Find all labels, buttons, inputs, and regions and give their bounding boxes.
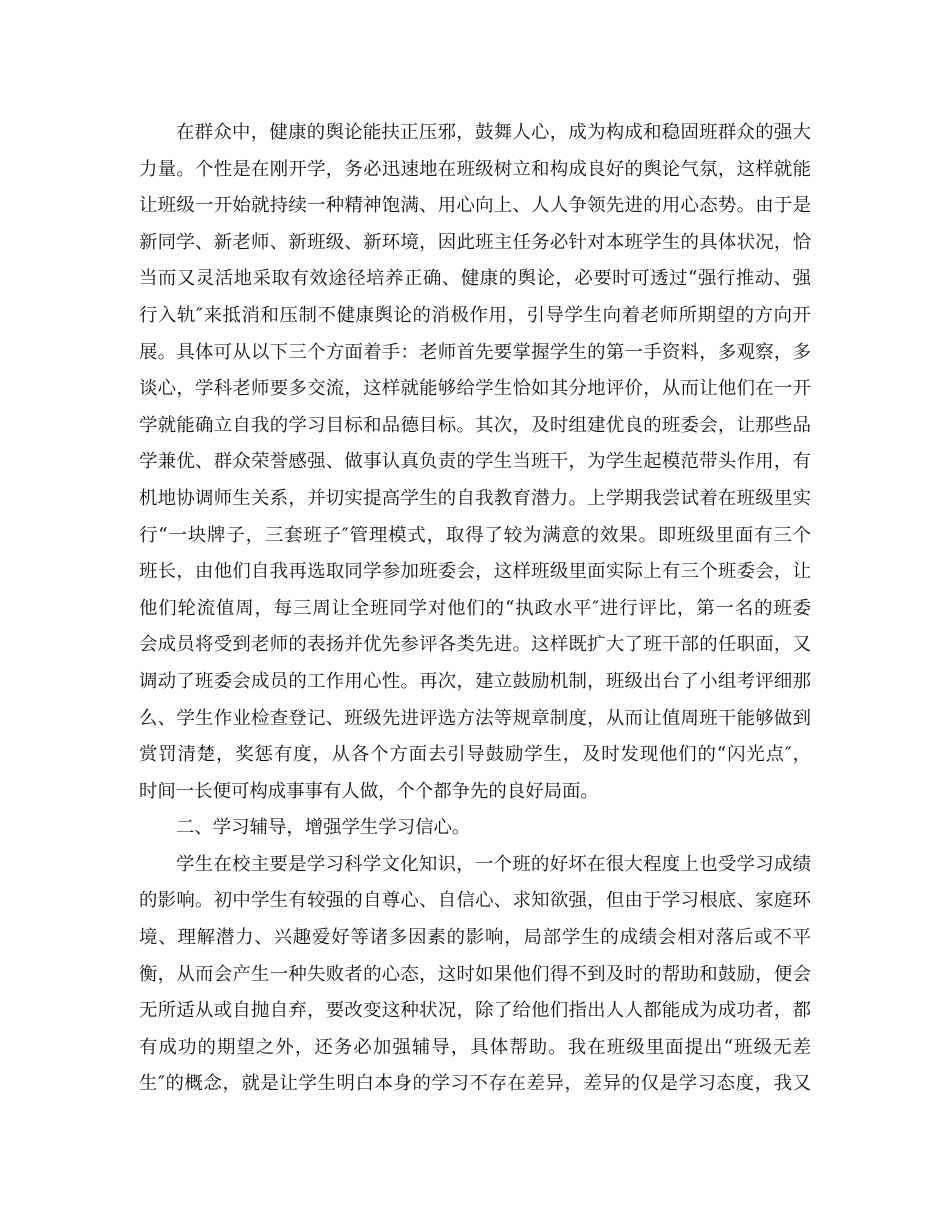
paragraph-line: 展。具体可从以下三个方面着手：老师首先要掌握学生的第一手资料，多观察，多 <box>139 341 811 363</box>
paragraph-line: 时间一长便可构成事事有人做，个个都争先的良好局面。 <box>139 780 599 802</box>
paragraph-line: 衡，从而会产生一种失败者的心态，这时如果他们得不到及时的帮助和鼓励，便会 <box>139 963 811 985</box>
paragraph-line: 学兼优、群众荣誉感强、做事认真负责的学生当班干，为学生起模范带头作用，有 <box>139 451 811 473</box>
paragraph-line: 班长，由他们自我再选取同学参加班委会，这样班级里面实际上有三个班委会，让 <box>139 561 811 583</box>
paragraph-line: 谈心，学科老师要多交流，这样就能够给学生恰如其分地评价，从而让他们在一开 <box>139 378 811 400</box>
paragraph-line: 力量。个性是在刚开学，务必迅速地在班级树立和构成良好的舆论气氛，这样就能 <box>139 158 811 180</box>
paragraph-line: 境、理解潜力、兴趣爱好等诸多因素的影响，局部学生的成绩会相对落后或不平 <box>139 927 811 949</box>
paragraph-line: 行入轨″来抵消和压制不健康舆论的消极作用，引导学生向着老师所期望的方向开 <box>139 304 811 326</box>
paragraph-line: 生″的概念，就是让学生明白本身的学习不存在差异，差异的仅是学习态度，我又 <box>139 1073 811 1095</box>
paragraph-line: 赏罚清楚，奖惩有度，从各个方面去引导鼓励学生，及时发现他们的“闪光点″， <box>139 744 811 766</box>
paragraph-line: 让班级一开始就持续一种精神饱满、用心向上、人人争领先进的用心态势。由于是 <box>139 195 811 217</box>
paragraph-line: 当而又灵活地采取有效途径培养正确、健康的舆论，必要时可透过“强行推动、强 <box>139 268 811 290</box>
paragraph-line: 行“一块牌子，三套班子″管理模式，取得了较为满意的效果。即班级里面有三个 <box>139 524 811 546</box>
paragraph-line: 有成功的期望之外，还务必加强辅导，具体帮助。我在班级里面提出“班级无差 <box>139 1036 811 1058</box>
paragraph-line: 无所适从或自抛自弃，要改变这种状况，除了给他们指出人人都能成为成功者，都 <box>139 1000 811 1022</box>
paragraph-line: 在群众中，健康的舆论能扶正压邪，鼓舞人心，成为构成和稳固班群众的强大 <box>176 122 811 143</box>
section-heading: 二、学习辅导，增强学生学习信心。 <box>176 817 471 839</box>
paragraph-line: 学生在校主要是学习科学文化知识，一个班的好坏在很大程度上也受学习成绩 <box>176 853 811 875</box>
paragraph-line: 会成员将受到老师的表扬并优先参评各类先进。这样既扩大了班干部的任职面，又 <box>139 634 811 656</box>
paragraph-line: 调动了班委会成员的工作用心性。再次，建立鼓励机制，班级出台了小组考评细那 <box>139 670 811 692</box>
paragraph-line: 机地协调师生关系，并切实提高学生的自我教育潜力。上学期我尝试着在班级里实 <box>139 487 811 509</box>
document-body <box>139 115 811 1103</box>
paragraph-line: 新同学、新老师、新班级、新环境，因此班主任务必针对本班学生的具体状况，恰 <box>139 231 811 253</box>
paragraph-line: 学就能确立自我的学习目标和品德目标。其次，及时组建优良的班委会，让那些品 <box>139 414 811 436</box>
paragraph-line: 么、学生作业检查登记、班级先进评选方法等规章制度，从而让值周班干能够做到 <box>139 707 811 729</box>
paragraph-line: 的影响。初中学生有较强的自尊心、自信心、求知欲强，但由于学习根底、家庭环 <box>139 890 811 912</box>
paragraph-line: 他们轮流值周，每三周让全班同学对他们的“执政水平″进行评比，第一名的班委 <box>139 597 811 619</box>
